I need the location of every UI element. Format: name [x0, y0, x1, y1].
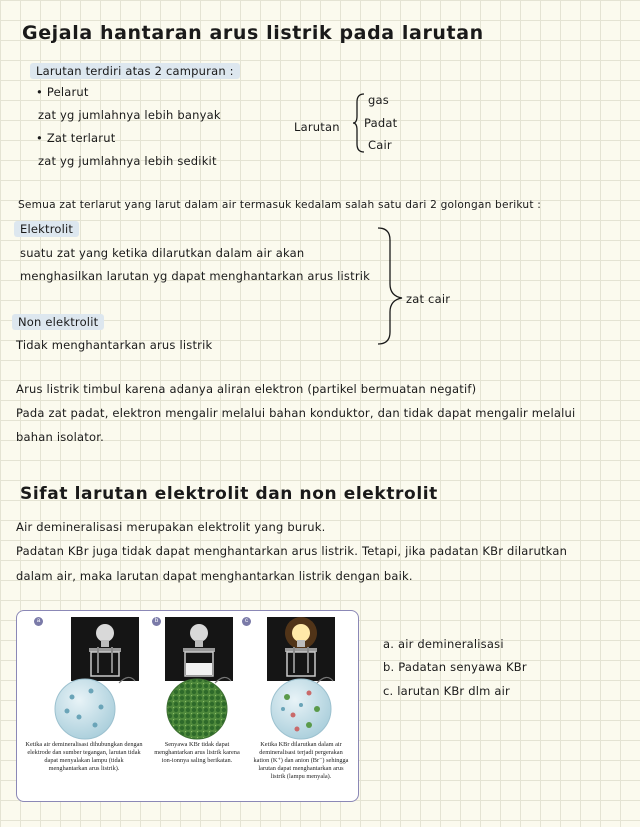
legend-b: b. Padatan senyawa KBr — [383, 660, 527, 674]
arus-listrik-line-3: bahan isolator. — [16, 430, 104, 444]
figure-badge-c: c — [242, 617, 251, 626]
section-title-sifat: Sifat larutan elektrolit dan non elektrolit — [20, 484, 438, 504]
zat-cair-label: zat cair — [406, 292, 451, 306]
phase-padat: Padat — [364, 116, 398, 130]
non-elektrolit-def: Tidak menghantarkan arus listrik — [16, 338, 213, 352]
arus-listrik-line-2: Pada zat padat, elektron mengalir melalui bahan konduktor, dan tidak dapat mengalir melalui — [16, 406, 576, 420]
page-title: Gejala hantaran arus listrik pada larutan — [22, 22, 484, 44]
intro-heading: Larutan terdiri atas 2 campuran : — [30, 63, 240, 79]
larutan-label: Larutan — [294, 120, 340, 134]
molecular-views — [17, 611, 358, 741]
pelarut-desc: zat yg jumlahnya lebih banyak — [38, 108, 221, 122]
kbr-lattice-view — [167, 679, 227, 739]
figure-badge-a: a — [34, 617, 43, 626]
elektrolit-heading: Elektrolit — [14, 221, 79, 237]
legend-c: c. larutan KBr dlm air — [383, 684, 510, 698]
sifat-line-1: Air demineralisasi merupakan elektrolit yang buruk. — [16, 520, 326, 534]
golongan-statement: Semua zat terlarut yang larut dalam air termasuk kedalam salah satu dari 2 golongan berikut : — [18, 199, 542, 211]
elektrolit-def-1: suatu zat yang ketika dilarutkan dalam air akan — [20, 246, 305, 260]
water-molecules-view — [55, 679, 115, 739]
sifat-line-3: dalam air, maka larutan dapat menghantarkan listrik dengan baik. — [16, 569, 413, 583]
kbr-solution-view — [271, 679, 331, 739]
terlarut-item: • Zat terlarut — [36, 131, 116, 145]
phase-gas: gas — [368, 93, 389, 107]
elektrolit-def-2: menghasilkan larutan yg dapat menghantarkan arus listrik — [20, 269, 371, 283]
terlarut-desc: zat yg jumlahnya lebih sedikit — [38, 154, 217, 168]
legend-a: a. air demineralisasi — [383, 637, 504, 651]
pelarut-item: • Pelarut — [36, 85, 89, 99]
figure-caption-b: Senyawa KBr tidak dapat menghantarkan arus listrik karena ion-ionnya saling berikatan. — [154, 741, 240, 764]
figure-caption-a: Ketika air demineralisasi dihubungkan dengan elektrode dan sumber tegangan, larutan tidak dapat menyalakan lampu (tidak menghantarkan arus listrik). — [25, 741, 143, 772]
arus-listrik-line-1: Arus listrik timbul karena adanya aliran elektron (partikel bermuatan negatif) — [16, 382, 477, 396]
non-elektrolit-heading: Non elektrolit — [12, 314, 104, 330]
textbook-figure — [16, 610, 359, 802]
golongan-brace — [376, 226, 406, 346]
figure-caption-c: Ketika KBr dilarutkan dalam air demineralisasi terjadi pergerakan kation (K⁺) dan anion (Br⁻) sehingga larutan dapat menghantarkan arus listrik (lampu menyala). — [253, 741, 349, 780]
sifat-line-2: Padatan KBr juga tidak dapat menghantarkan arus listrik. Tetapi, jika padatan KBr dilarutkan — [16, 544, 568, 558]
phase-cair: Cair — [368, 138, 392, 152]
figure-badge-b: b — [152, 617, 161, 626]
